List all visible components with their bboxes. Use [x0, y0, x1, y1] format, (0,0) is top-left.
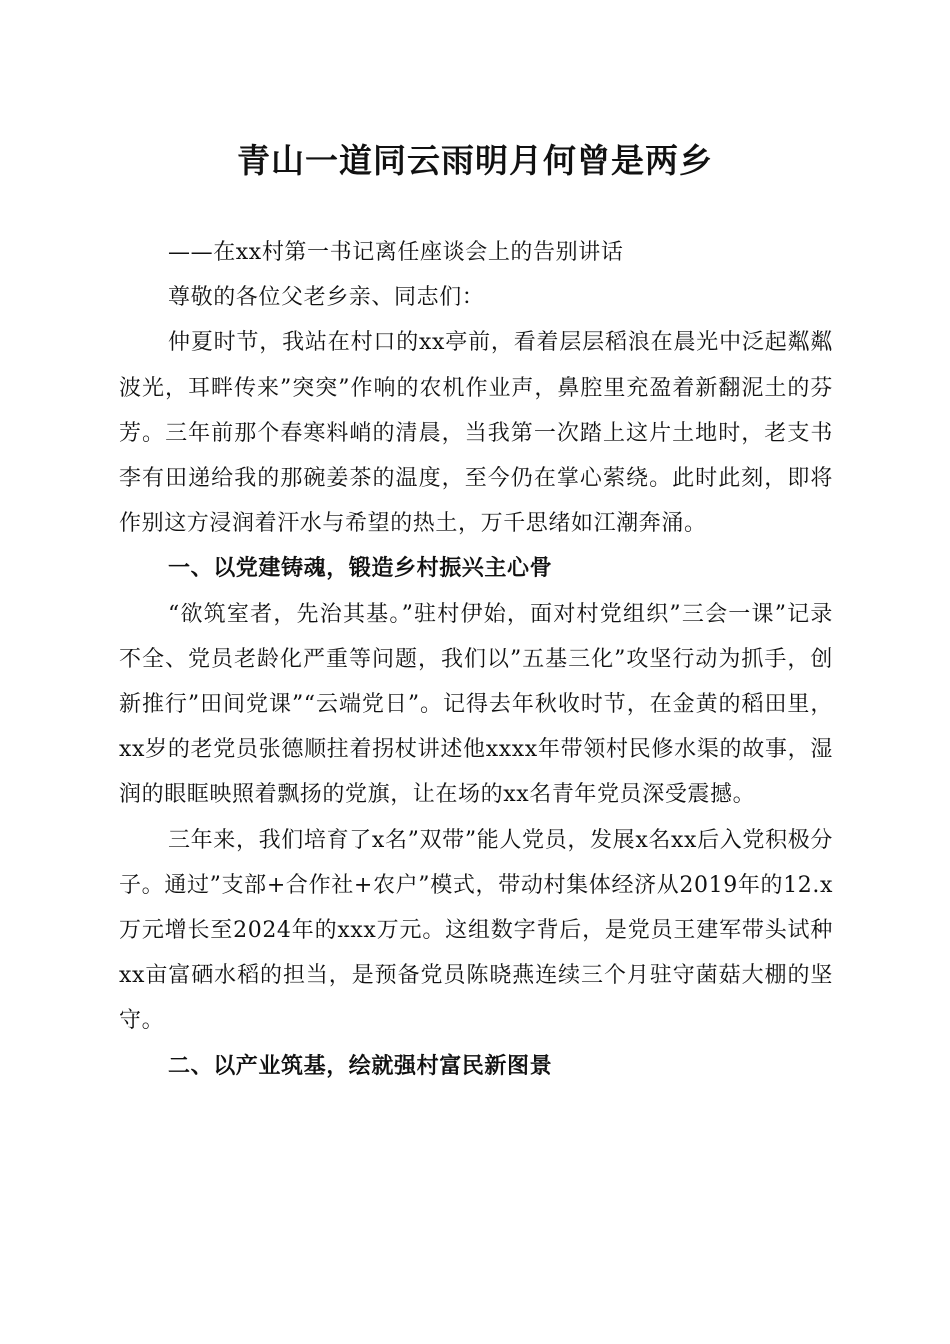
greeting-paragraph: 尊敬的各位父老乡亲、同志们： [168, 285, 485, 311]
section-1-paragraph-2: 三年来，我们培育了x名”双带”能人党员，发展x名xx后入党积极分子。通过”支部+合作社+农户”模式，带动村集体经济从2019年的12.x万元增长至2024年的xxx万元。这组数字背后，是党员王建军带头试种xx亩富硒水稻的担当，是预备党员陈晓燕连续三个月驻守菌菇大棚的坚守。 [119, 827, 833, 1034]
section-1-heading: 一、以党建铸魂，锻造乡村振兴主心骨 [168, 556, 553, 582]
section-2-heading: 二、以产业筑基，绘就强村富民新图景 [168, 1053, 553, 1079]
document-body [119, 230, 833, 1089]
section-1-paragraph-1: “欲筑室者，先治其基。”驻村伊始，面对村党组织”三会一课”记录不全、党员老龄化严重等问题，我们以”五基三化”攻坚行动为抓手，创新推行”田间党课”“云端党日”。记得去年秋收时节，在金黄的稻田里，xx岁的老党员张德顺拄着拐杖讲述他xxxx年带领村民修水渠的故事，湿润的眼眶映照着飘扬的党旗，让在场的xx名青年党员深受震撼。 [119, 601, 833, 808]
intro-paragraph: 仲夏时节，我站在村口的xx亭前，看着层层稻浪在晨光中泛起粼粼波光，耳畔传来”突突”作响的农机作业声，鼻腔里充盈着新翻泥土的芬芳。三年前那个春寒料峭的清晨，当我第一次踏上这片土地时，老支书李有田递给我的那碗姜茶的温度，至今仍在掌心萦绕。此时此刻，即将作别这方浸润着汗水与希望的热土，万千思绪如江潮奔涌。 [119, 330, 833, 537]
document-title: 青山一道同云雨明月何曾是两乡 [237, 141, 713, 180]
document-subtitle: ——在xx村第一书记离任座谈会上的告别讲话 [168, 240, 624, 265]
